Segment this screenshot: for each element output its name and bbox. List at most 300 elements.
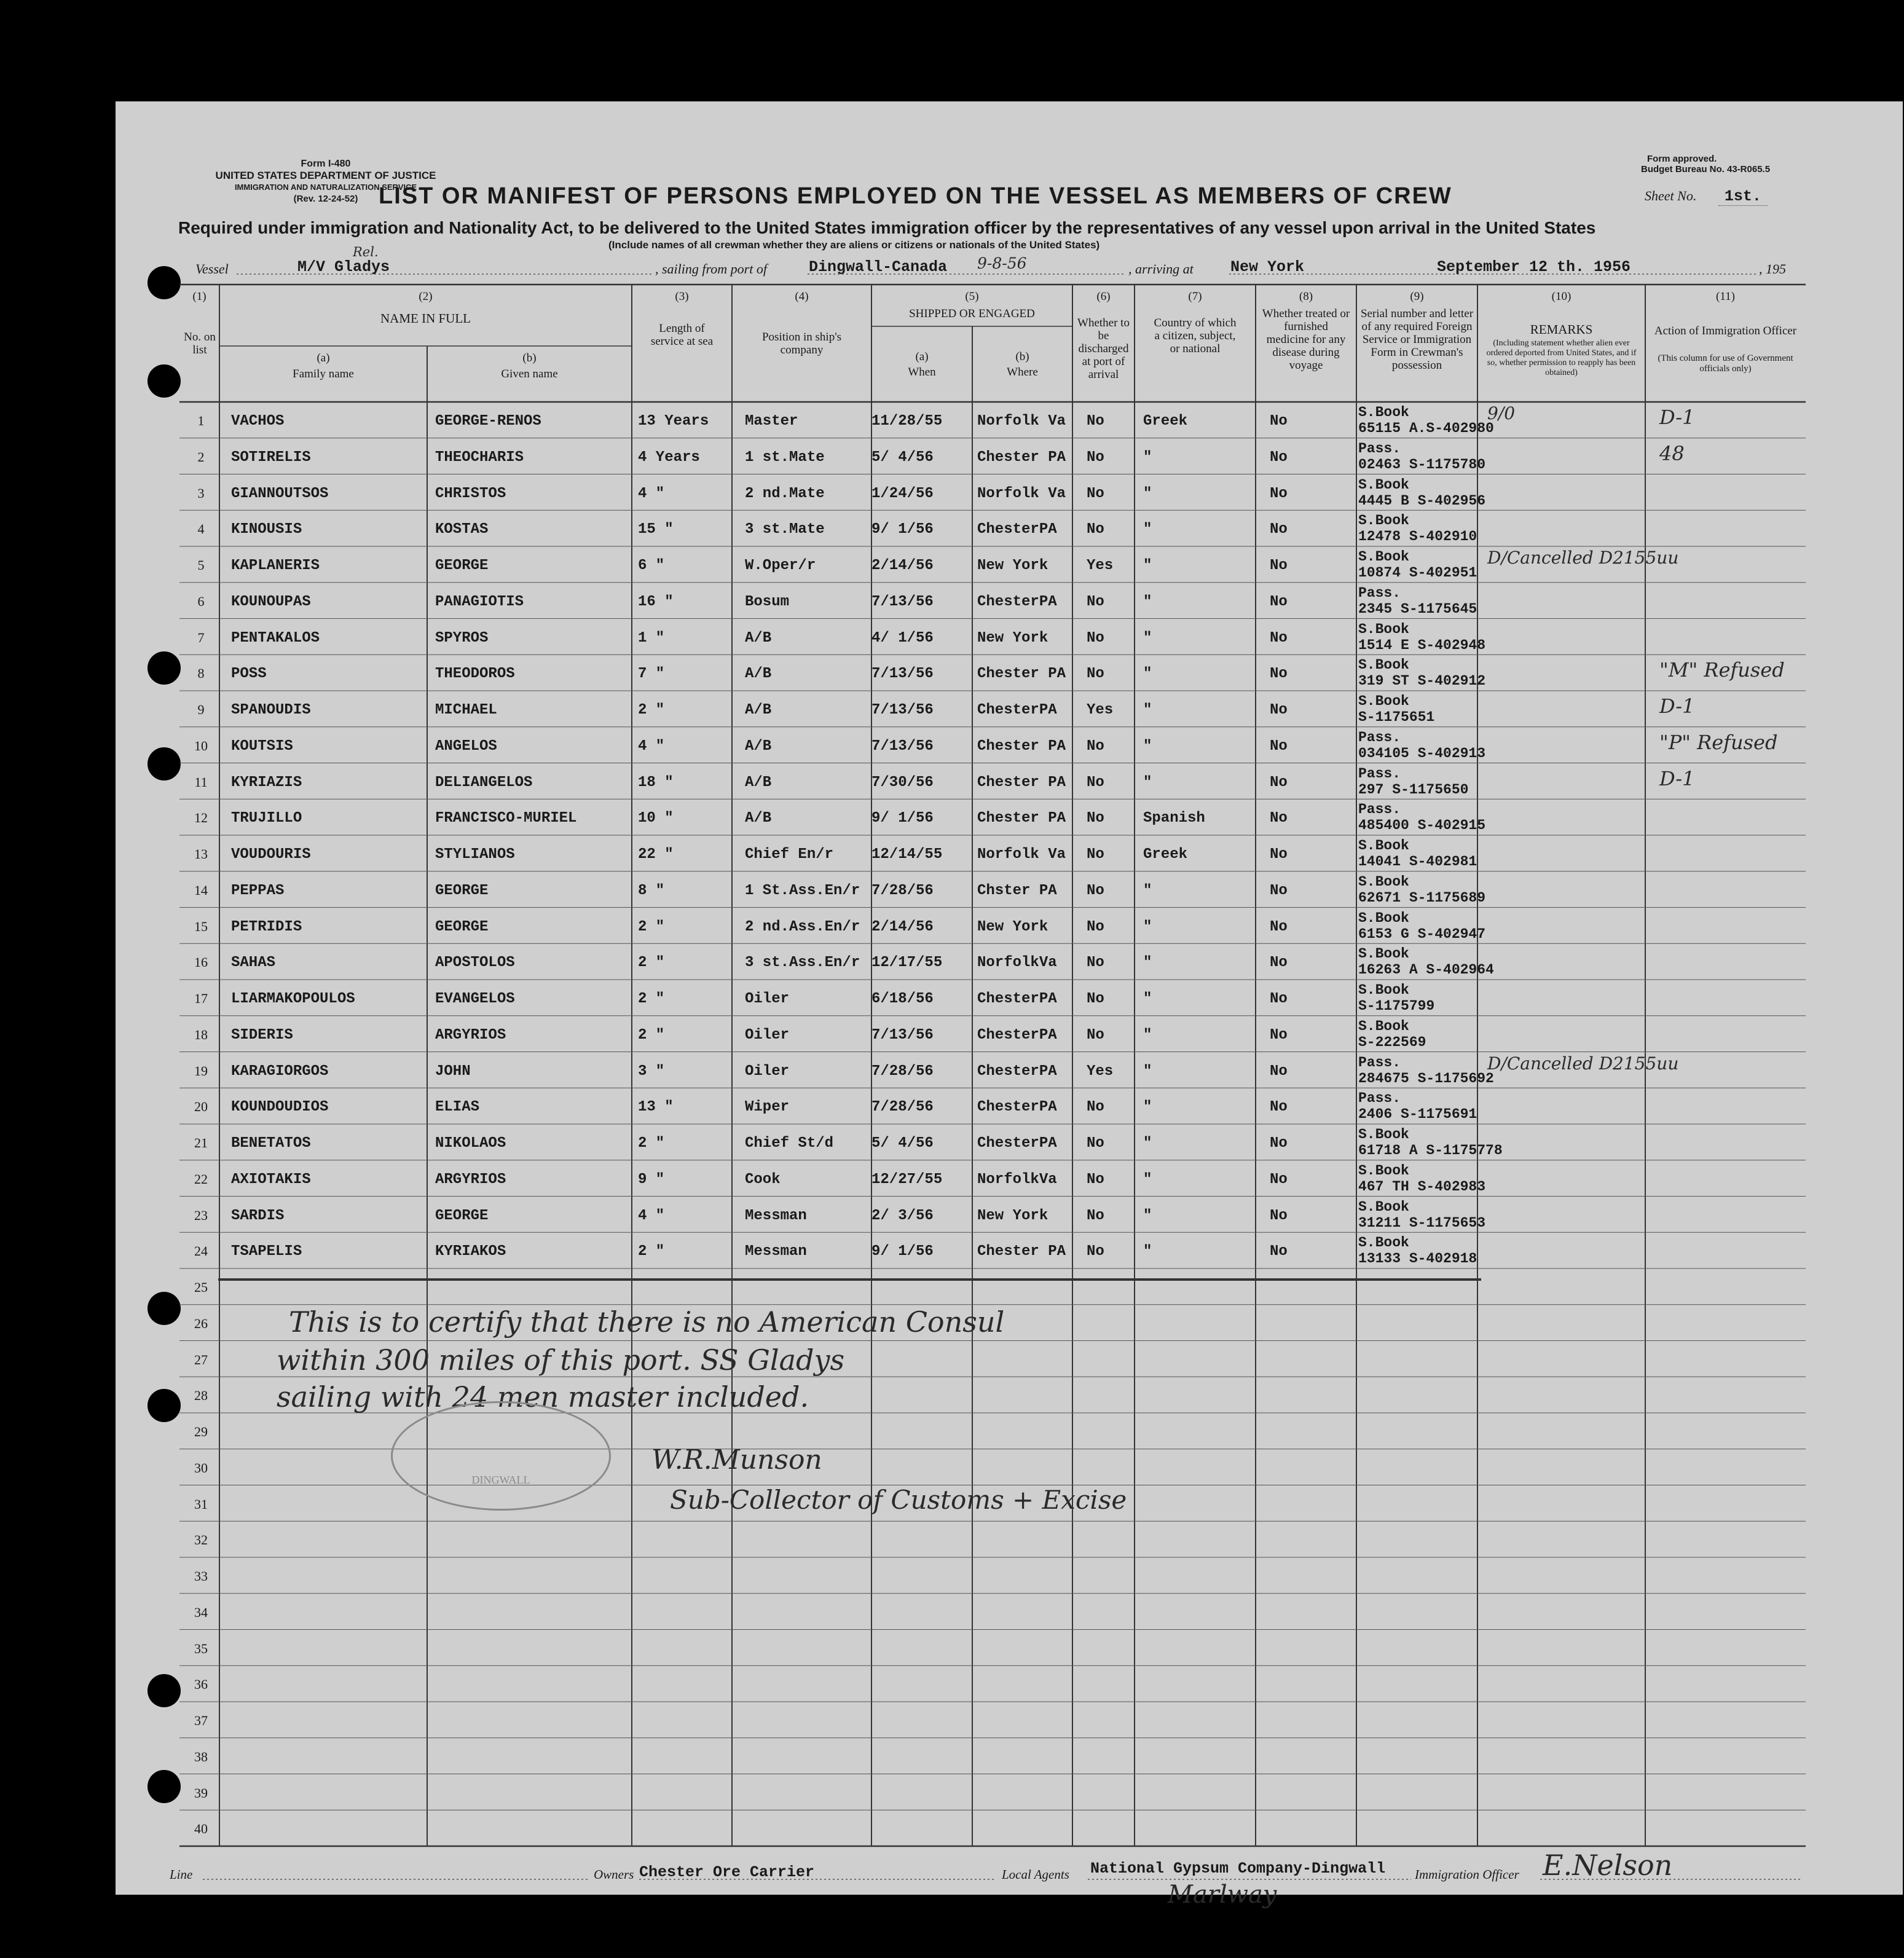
length-of-service-cell: 13 Years — [638, 413, 709, 430]
shipped-when-cell: 7/13/56 — [871, 702, 934, 718]
country-cell: " — [1143, 737, 1152, 755]
officer-action-handwriting: D-1 — [1659, 766, 1695, 790]
shipped-where-cell: Chster PA — [977, 882, 1057, 899]
position-cell: Cook — [745, 1171, 781, 1188]
country-cell: " — [1143, 1171, 1152, 1188]
footer-owners-label: Owners — [594, 1867, 634, 1882]
line-number: 30 — [194, 1460, 208, 1476]
treated-cell: No — [1270, 702, 1288, 718]
line-number: 34 — [194, 1604, 208, 1620]
customs-stamp: DINGWALL — [391, 1401, 611, 1511]
length-of-service-cell: 2 " — [638, 954, 665, 972]
given-name-cell: SPYROS — [435, 629, 489, 647]
discharged-cell: No — [1087, 1135, 1104, 1152]
position-cell: 1 St.Ass.En/r — [745, 882, 860, 899]
footer-agents-value: National Gypsum Company-Dingwall — [1090, 1860, 1386, 1877]
given-name-cell: JOHN — [435, 1063, 471, 1080]
line-number: 11 — [194, 774, 208, 790]
treated-cell: No — [1270, 521, 1288, 538]
length-of-service-cell: 4 " — [638, 737, 665, 755]
document-type-cell: S.Book — [1358, 476, 1409, 493]
shipped-when-cell: 7/13/56 — [871, 1026, 934, 1044]
given-name-cell: EVANGELOS — [435, 991, 515, 1007]
discharged-cell: No — [1087, 810, 1104, 827]
family-name-cell: KAPLANERIS — [231, 557, 320, 574]
discharged-cell: No — [1087, 1099, 1104, 1116]
country-cell: " — [1143, 521, 1152, 538]
position-cell: Bosum — [745, 593, 790, 610]
col10-header: REMARKS — [1530, 322, 1593, 337]
document-type-cell: Pass. — [1358, 765, 1401, 782]
discharged-cell: No — [1087, 593, 1104, 610]
certification-line-3: sailing with 24 men master included. — [277, 1380, 809, 1413]
shipped-when-cell: 11/28/55 — [871, 413, 943, 430]
serial-number-cell: 65115 A.S-402980 — [1358, 420, 1494, 436]
document-type-cell: Pass. — [1358, 1054, 1401, 1071]
remarks-handwriting: D/Cancelled D2155uu — [1487, 1053, 1679, 1074]
line-number: 33 — [194, 1568, 208, 1584]
footer-agents-label: Local Agents — [1002, 1867, 1069, 1882]
col9-number: (9) — [1410, 290, 1424, 303]
treated-cell: No — [1270, 774, 1288, 791]
given-name-cell: GEORGE — [435, 1207, 489, 1224]
serial-number-cell: 12478 S-402910 — [1358, 529, 1477, 545]
treated-cell: No — [1270, 1171, 1288, 1188]
serial-number-cell: 14041 S-402981 — [1358, 854, 1477, 870]
col10-note: (Including statement whether alien ever ordered deported from United States, and if so, whether permission to reapply has been obtained) — [1486, 339, 1637, 377]
shipped-where-cell: ChesterPA — [977, 1026, 1057, 1044]
document-type-cell: S.Book — [1358, 693, 1409, 709]
family-name-cell: PENTAKALOS — [231, 629, 320, 647]
family-name-cell: GIANNOUTSOS — [231, 485, 329, 502]
line-number: 36 — [194, 1677, 208, 1693]
discharged-cell: No — [1087, 1026, 1104, 1044]
country-cell: " — [1143, 593, 1152, 610]
position-cell: Master — [745, 413, 798, 430]
position-cell: Oiler — [745, 991, 790, 1007]
shipped-where-cell: ChesterPA — [977, 1099, 1057, 1116]
position-cell: W.Oper/r — [745, 557, 816, 574]
shipped-where-cell: ChesterPA — [977, 521, 1057, 538]
certification-line-1: This is to certify that there is no American Consul — [289, 1305, 1005, 1339]
col2-number: (2) — [419, 290, 433, 303]
col8-header: Whether treated or furnished medicine for any disease during voyage — [1262, 307, 1350, 372]
certification-line-2: within 300 miles of this port. SS Gladys — [277, 1343, 845, 1377]
given-name-cell: GEORGE-RENOS — [435, 413, 541, 430]
treated-cell: No — [1270, 485, 1288, 502]
shipped-when-cell: 6/18/56 — [871, 991, 934, 1007]
length-of-service-cell: 2 " — [638, 1243, 665, 1260]
serial-number-cell: 4445 B S-402956 — [1358, 492, 1486, 509]
line-number: 7 — [197, 629, 205, 645]
col3-number: (3) — [675, 290, 689, 303]
col2b-number: (b) — [522, 352, 537, 364]
line-number: 40 — [194, 1821, 208, 1837]
col5b-header: Where — [1007, 366, 1038, 379]
line-number: 16 — [194, 954, 208, 970]
treated-cell: No — [1270, 954, 1288, 972]
given-name-cell: ARGYRIOS — [435, 1026, 506, 1044]
col5a-number: (a) — [915, 350, 929, 363]
line-number: 32 — [194, 1532, 208, 1548]
line-number: 26 — [194, 1315, 208, 1331]
col1-number: (1) — [192, 290, 207, 303]
col8-number: (8) — [1299, 290, 1313, 303]
vessel-hand-note: Rel. — [353, 245, 379, 259]
given-name-cell: GEORGE — [435, 918, 489, 935]
length-of-service-cell: 18 " — [638, 774, 674, 791]
treated-cell: No — [1270, 991, 1288, 1007]
shipped-where-cell: ChesterPA — [977, 1135, 1057, 1152]
document-type-cell: Pass. — [1358, 1090, 1401, 1107]
line-number: 18 — [194, 1026, 208, 1042]
family-name-cell: KOUNOUPAS — [231, 593, 311, 610]
family-name-cell: SOTIRELIS — [231, 449, 311, 466]
shipped-where-cell: New York — [977, 1207, 1048, 1224]
col6-number: (6) — [1096, 290, 1111, 303]
country-cell: " — [1143, 991, 1152, 1007]
shipped-where-cell: New York — [977, 557, 1048, 574]
discharged-cell: No — [1087, 1243, 1104, 1260]
position-cell: 2 nd.Ass.En/r — [745, 918, 860, 935]
discharged-cell: No — [1087, 413, 1104, 430]
country-cell: " — [1143, 557, 1152, 574]
given-name-cell: CHRISTOS — [435, 485, 506, 502]
family-name-cell: BENETATOS — [231, 1135, 311, 1152]
family-name-cell: POSS — [231, 666, 267, 683]
position-cell: Wiper — [745, 1099, 790, 1116]
col2-header: NAME IN FULL — [380, 311, 471, 326]
line-number: 39 — [194, 1785, 208, 1801]
shipped-where-cell: Norfolk Va — [977, 846, 1066, 863]
position-cell: A/B — [745, 737, 772, 755]
length-of-service-cell: 2 " — [638, 991, 665, 1007]
sailing-date: 9-8-56 — [977, 254, 1027, 272]
family-name-cell: TRUJILLO — [231, 810, 302, 827]
shipped-where-cell: Chester PA — [977, 449, 1066, 466]
line-number: 21 — [194, 1135, 208, 1150]
shipped-where-cell: Chester PA — [977, 737, 1066, 755]
family-name-cell: AXIOTAKIS — [231, 1171, 311, 1188]
col4-number: (4) — [795, 290, 809, 303]
officer-action-handwriting: "P" Refused — [1659, 730, 1778, 754]
treated-cell: No — [1270, 918, 1288, 935]
serial-number-cell: 31211 S-1175653 — [1358, 1214, 1486, 1231]
country-cell: Greek — [1143, 413, 1188, 430]
treated-cell: No — [1270, 810, 1288, 827]
length-of-service-cell: 2 " — [638, 918, 665, 935]
length-of-service-cell: 2 " — [638, 1026, 665, 1044]
discharged-cell: Yes — [1087, 702, 1114, 718]
discharged-cell: No — [1087, 485, 1104, 502]
length-of-service-cell: 2 " — [638, 702, 665, 718]
treated-cell: No — [1270, 1243, 1288, 1260]
shipped-when-cell: 9/ 1/56 — [871, 521, 934, 538]
country-cell: " — [1143, 1207, 1152, 1224]
length-of-service-cell: 8 " — [638, 882, 665, 899]
treated-cell: No — [1270, 593, 1288, 610]
family-name-cell: TSAPELIS — [231, 1243, 302, 1260]
country-cell: " — [1143, 702, 1152, 718]
discharged-cell: No — [1087, 918, 1104, 935]
discharged-cell: No — [1087, 666, 1104, 683]
col5-number: (5) — [965, 290, 979, 303]
treated-cell: No — [1270, 413, 1288, 430]
country-cell: " — [1143, 449, 1152, 466]
remarks-handwriting: D/Cancelled D2155uu — [1487, 548, 1679, 568]
footer-owners-value: Chester Ore Carrier — [639, 1863, 815, 1881]
position-cell: Chief En/r — [745, 846, 834, 863]
document-type-cell: S.Book — [1358, 657, 1409, 674]
shipped-when-cell: 5/ 4/56 — [871, 449, 934, 466]
given-name-cell: NIKOLAOS — [435, 1135, 506, 1152]
serial-number-cell: 485400 S-402915 — [1358, 817, 1486, 834]
given-name-cell: STYLIANOS — [435, 846, 515, 863]
line-number: 27 — [194, 1351, 208, 1367]
shipped-where-cell: ChesterPA — [977, 991, 1057, 1007]
line-number: 13 — [194, 846, 208, 862]
vessel-name: M/V Gladys — [297, 258, 390, 276]
document-type-cell: S.Book — [1358, 404, 1409, 420]
line-number: 29 — [194, 1424, 208, 1439]
discharged-cell: No — [1087, 449, 1104, 466]
country-cell: " — [1143, 918, 1152, 935]
position-cell: A/B — [745, 702, 772, 718]
serial-number-cell: 2406 S-1175691 — [1358, 1106, 1477, 1123]
col6-header: Whether to be discharged at port of arrival — [1077, 317, 1130, 381]
treated-cell: No — [1270, 737, 1288, 755]
col10-number: (10) — [1551, 290, 1572, 303]
treated-cell: No — [1270, 846, 1288, 863]
line-number: 31 — [194, 1496, 208, 1512]
line-number: 12 — [194, 810, 208, 826]
given-name-cell: ELIAS — [435, 1099, 480, 1116]
shipped-where-cell: Chester PA — [977, 1243, 1066, 1260]
shipped-when-cell: 2/14/56 — [871, 918, 934, 935]
line-number: 19 — [194, 1063, 208, 1079]
line-number: 25 — [194, 1280, 208, 1295]
length-of-service-cell: 15 " — [638, 521, 674, 538]
length-of-service-cell: 9 " — [638, 1171, 665, 1188]
document-type-cell: S.Book — [1358, 1162, 1409, 1179]
shipped-when-cell: 7/28/56 — [871, 1063, 934, 1080]
serial-number-cell: 319 ST S-402912 — [1358, 673, 1486, 690]
length-of-service-cell: 4 Years — [638, 449, 700, 466]
col4-header: Position in ship's company — [761, 331, 842, 356]
family-name-cell: LIARMAKOPOULOS — [231, 991, 355, 1007]
serial-number-cell: 284675 S-1175692 — [1358, 1070, 1494, 1087]
position-cell: 3 st.Ass.En/r — [745, 954, 860, 972]
position-cell: Messman — [745, 1207, 807, 1224]
line-number: 37 — [194, 1713, 208, 1728]
family-name-cell: SPANOUDIS — [231, 702, 311, 718]
family-name-cell: SARDIS — [231, 1207, 285, 1224]
document-type-cell: S.Book — [1358, 549, 1409, 565]
discharged-cell: No — [1087, 737, 1104, 755]
line-number: 1 — [197, 413, 205, 428]
country-cell: " — [1143, 1063, 1152, 1080]
discharged-cell: Yes — [1087, 557, 1114, 574]
position-cell: 2 nd.Mate — [745, 485, 825, 502]
remarks-handwriting: 9/0 — [1487, 403, 1516, 423]
given-name-cell: MICHAEL — [435, 702, 497, 718]
discharged-cell: No — [1087, 991, 1104, 1007]
position-cell: Oiler — [745, 1063, 790, 1080]
shipped-when-cell: 2/ 3/56 — [871, 1207, 934, 1224]
discharged-cell: No — [1087, 954, 1104, 972]
serial-number-cell: S-1175651 — [1358, 709, 1435, 725]
shipped-when-cell: 9/ 1/56 — [871, 1243, 934, 1260]
given-name-cell: KYRIAKOS — [435, 1243, 506, 1260]
shipped-where-cell: NorfolkVa — [977, 954, 1057, 972]
document-type-cell: S.Book — [1358, 1018, 1409, 1034]
shipped-when-cell: 7/13/56 — [871, 593, 934, 610]
document-type-cell: S.Book — [1358, 1126, 1409, 1142]
given-name-cell: THEODOROS — [435, 666, 515, 683]
shipped-where-cell: Chester PA — [977, 810, 1066, 827]
line-number: 9 — [197, 702, 205, 717]
line-number: 6 — [197, 593, 205, 609]
officer-action-handwriting: "M" Refused — [1659, 658, 1785, 682]
country-cell: Spanish — [1143, 810, 1205, 827]
shipped-where-cell: Chester PA — [977, 666, 1066, 683]
shipped-where-cell: NorfolkVa — [977, 1171, 1057, 1188]
position-cell: Chief St/d — [745, 1135, 834, 1152]
length-of-service-cell: 10 " — [638, 810, 674, 827]
treated-cell: No — [1270, 882, 1288, 899]
col7-header: Country of which a citizen, subject, or national — [1154, 317, 1237, 355]
footer-officer-signature: E.Nelson — [1543, 1849, 1673, 1882]
family-name-cell: SIDERIS — [231, 1026, 293, 1044]
footer-line-label: Line — [170, 1867, 193, 1882]
col11-number: (11) — [1716, 290, 1735, 303]
family-name-cell: KYRIAZIS — [231, 774, 302, 791]
serial-number-cell: 10874 S-402951 — [1358, 565, 1477, 581]
arrival-date: September 12 th. 1956 — [1437, 258, 1631, 276]
col2a-header: Family name — [293, 368, 354, 380]
subcollector-signature: W.R.Munson — [651, 1444, 822, 1476]
country-cell: " — [1143, 1243, 1152, 1260]
arriving-port: New York — [1230, 258, 1305, 276]
length-of-service-cell: 22 " — [638, 846, 674, 863]
officer-action-handwriting: 48 — [1659, 441, 1685, 465]
serial-number-cell: 1514 E S-402948 — [1358, 637, 1486, 653]
line-number: 15 — [194, 918, 208, 934]
footer-officer-label: Immigration Officer — [1415, 1867, 1519, 1882]
discharged-cell: No — [1087, 846, 1104, 863]
col11-note: (This column for use of Government officials only) — [1658, 353, 1793, 374]
line-number: 3 — [197, 485, 205, 501]
document-type-cell: S.Book — [1358, 621, 1409, 637]
family-name-cell: VACHOS — [231, 413, 285, 430]
shipped-when-cell: 4/ 1/56 — [871, 629, 934, 647]
discharged-cell: No — [1087, 521, 1104, 538]
footer-below-signature: Marlway — [1168, 1881, 1277, 1909]
document-type-cell: S.Book — [1358, 910, 1409, 926]
serial-number-cell: 61718 A S-1175778 — [1358, 1142, 1503, 1158]
country-cell: " — [1143, 1026, 1152, 1044]
officer-action-handwriting: D-1 — [1659, 406, 1695, 429]
country-cell: " — [1143, 1099, 1152, 1116]
country-cell: " — [1143, 774, 1152, 791]
shipped-where-cell: ChesterPA — [977, 1063, 1057, 1080]
length-of-service-cell: 2 " — [638, 1135, 665, 1152]
document-type-cell: Pass. — [1358, 440, 1401, 457]
col2b-header: Given name — [501, 368, 558, 380]
year-suffix: , 195 — [1759, 261, 1786, 277]
shipped-when-cell: 12/14/55 — [871, 846, 943, 863]
shipped-where-cell: ChesterPA — [977, 702, 1057, 718]
form-right-header: Form approved. Budget Bureau No. 43-R065.5 — [1641, 154, 1771, 175]
given-name-cell: DELIANGELOS — [435, 774, 533, 791]
treated-cell: No — [1270, 1099, 1288, 1116]
line-number: 23 — [194, 1207, 208, 1223]
shipped-when-cell: 2/14/56 — [871, 557, 934, 574]
discharged-cell: No — [1087, 1171, 1104, 1188]
line-number: 35 — [194, 1640, 208, 1656]
document-type-cell: S.Book — [1358, 946, 1409, 962]
length-of-service-cell: 3 " — [638, 1063, 665, 1080]
col9-header: Serial number and letter of any required Foreign Service or Immigration Form in Crewman's possession — [1360, 307, 1474, 372]
shipped-where-cell: Chester PA — [977, 774, 1066, 791]
treated-cell: No — [1270, 1026, 1288, 1044]
treated-cell: No — [1270, 449, 1288, 466]
discharged-cell: No — [1087, 1207, 1104, 1224]
length-of-service-cell: 1 " — [638, 629, 665, 647]
treated-cell: No — [1270, 1063, 1288, 1080]
given-name-cell: THEOCHARIS — [435, 449, 524, 466]
family-name-cell: PEPPAS — [231, 882, 285, 899]
given-name-cell: PANAGIOTIS — [435, 593, 524, 610]
position-cell: A/B — [745, 666, 772, 683]
shipped-when-cell: 12/17/55 — [871, 954, 943, 972]
length-of-service-cell: 7 " — [638, 666, 665, 683]
line-number: 2 — [197, 449, 205, 465]
serial-number-cell: 297 S-1175650 — [1358, 781, 1469, 798]
treated-cell: No — [1270, 666, 1288, 683]
family-name-cell: PETRIDIS — [231, 918, 302, 935]
officer-action-handwriting: D-1 — [1659, 694, 1695, 718]
vessel-label: Vessel — [195, 261, 229, 277]
form-left-header: Form I-480 UNITED STATES DEPARTMENT OF JUSTICE IMMIGRATION AND NATURALIZATION SERVICE (Rev. 12-24-52) — [215, 159, 436, 204]
country-cell: " — [1143, 629, 1152, 647]
family-name-cell: KOUNDOUDIOS — [231, 1099, 329, 1116]
line-number: 5 — [197, 557, 205, 573]
document-type-cell: S.Book — [1358, 838, 1409, 854]
position-cell: A/B — [745, 774, 772, 791]
length-of-service-cell: 4 " — [638, 485, 665, 502]
country-cell: Greek — [1143, 846, 1188, 863]
shipped-when-cell: 7/28/56 — [871, 882, 934, 899]
col7-number: (7) — [1188, 290, 1202, 303]
family-name-cell: KINOUSIS — [231, 521, 302, 538]
treated-cell: No — [1270, 1207, 1288, 1224]
length-of-service-cell: 4 " — [638, 1207, 665, 1224]
shipped-when-cell: 1/24/56 — [871, 485, 934, 502]
shipped-when-cell: 7/13/56 — [871, 666, 934, 683]
shipped-when-cell: 7/28/56 — [871, 1099, 934, 1116]
country-cell: " — [1143, 1135, 1152, 1152]
shipped-when-cell: 5/ 4/56 — [871, 1135, 934, 1152]
document-type-cell: S.Book — [1358, 1198, 1409, 1215]
serial-number-cell: 13133 S-402918 — [1358, 1251, 1477, 1267]
country-cell: " — [1143, 485, 1152, 502]
serial-number-cell: 02463 S-1175780 — [1358, 456, 1486, 473]
document-type-cell: S.Book — [1358, 873, 1409, 890]
col5a-header: When — [908, 366, 936, 379]
serial-number-cell: 2345 S-1175645 — [1358, 600, 1477, 617]
col5-header: SHIPPED OR ENGAGED — [909, 307, 1035, 320]
